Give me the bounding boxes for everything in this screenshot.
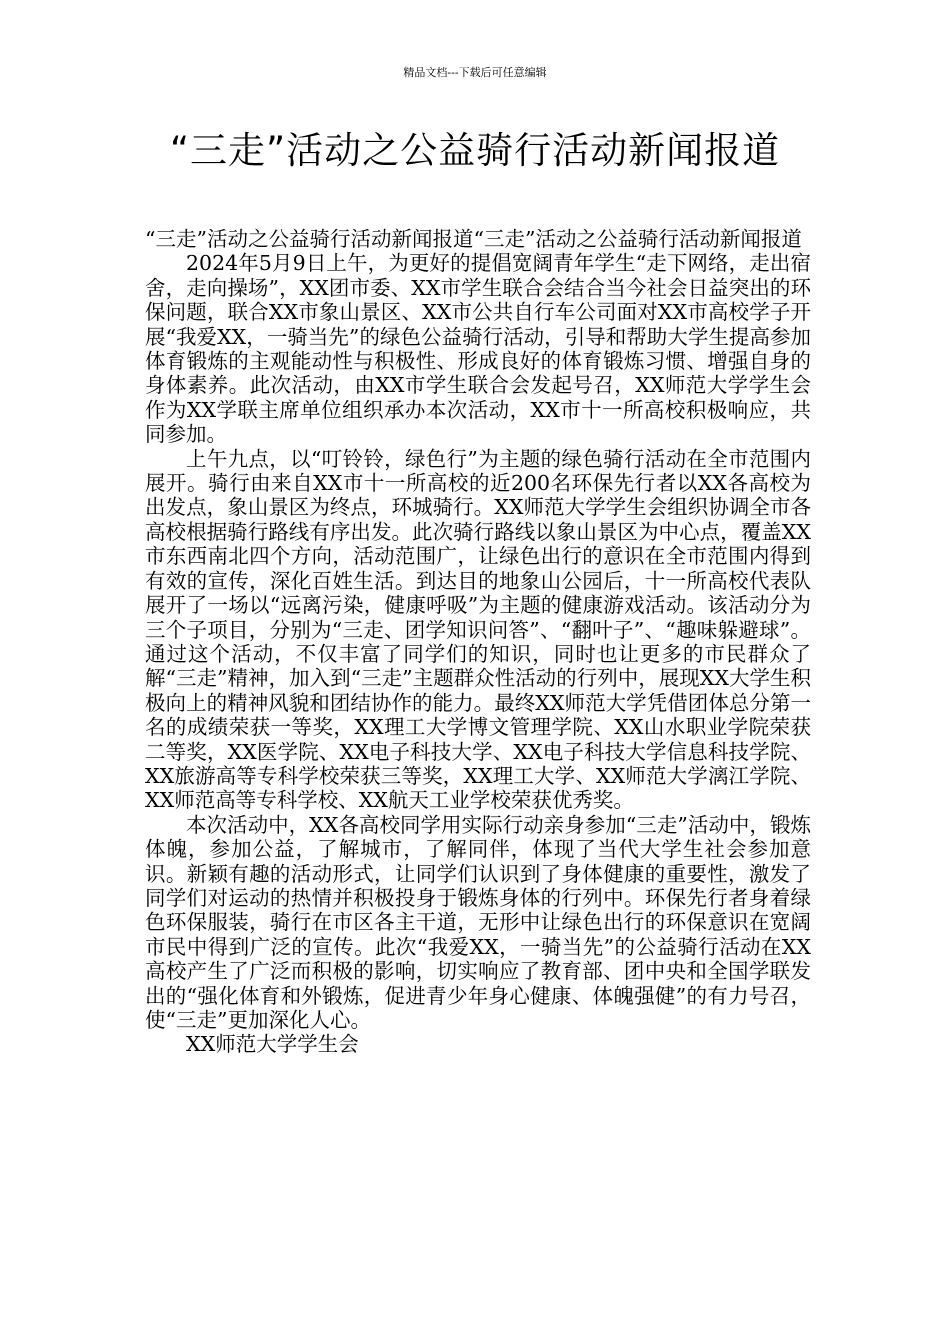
article-body (145, 227, 811, 1057)
paragraph-intro: 2024年5月9日上午，为更好的提倡宽阔青年学生“走下网络，走出宿舍，走向操场”，XX团市委、XX市学生联合会结合当今社会日益突出的环保问题，联合XX市象山景区、XX市公共自行车公司面对XX市高校学子开展“我爱XX，一骑当先”的绿色公益骑行活动，引导和帮助大学生提高参加体育锻炼的主观能动性与积极性、形成良好的体育锻炼习惯、增强自身的身体素养。此次活动，由XX市学生联合会发起号召，XX师范大学学生会作为XX学联主席单位组织承办本次活动，XX市十一所高校积极响应，共同参加。 (145, 251, 811, 447)
document-title: “三走”活动之公益骑行活动新闻报道 (169, 129, 781, 172)
paragraph-event: 上午九点，以“叮铃铃，绿色行”为主题的绿色骑行活动在全市范围内展开。骑行由来自XX市十一所高校的近200名环保先行者以XX各高校为出发点，象山景区为终点，环城骑行。XX师范大学学生会组织协调全市各高校根据骑行路线有序出发。此次骑行路线以象山景区为中心点，覆盖XX市东西南北四个方向，活动范围广，让绿色出行的意识在全市范围内得到有效的宣传，深化百姓生活。到达目的地象山公园后，十一所高校代表队展开了一场以“远离污染，健康呼吸”为主题的健康游戏活动。该活动分为三个子项目，分别为“三走、团学知识问答”、“翻叶子”、“趣味躲避球”。通过这个活动，不仅丰富了同学们的知识，同时也让更多的市民群众了解“三走”精神，加入到“三走”主题群众性活动的行列中，展现XX大学生积极向上的精神风貌和团结协作的能力。最终XX师范大学凭借团体总分第一名的成绩荣获一等奖，XX理工大学博文管理学院、XX山水职业学院荣获二等奖，XX医学院、XX电子科技大学、XX电子科技大学信息科技学院、XX旅游高等专科学校荣获三等奖，XX理工大学、XX师范大学漓江学院、XX师范高等专科学校、XX航天工业学校荣获优秀奖。 (145, 446, 811, 813)
signature-line: XX师范大学学生会 (186, 1032, 359, 1057)
lead-paragraph: “三走”活动之公益骑行活动新闻报道“三走”活动之公益骑行活动新闻报道 (145, 227, 802, 251)
paragraph-summary: 本次活动中，XX各高校同学用实际行动亲身参加“三走”活动中，锻炼体魄，参加公益，了解城市，了解同伴，体现了当代大学生社会参加意识。新颖有趣的活动形式，让同学们认识到了身体健康的重要性，激发了同学们对运动的热情并积极投身于锻炼身体的行列中。环保先行者身着绿色环保服装，骑行在市区各主干道，无形中让绿色出行的环保意识在宽阔市民中得到广泛的宣传。此次“我爱XX，一骑当先”的公益骑行活动在XX高校产生了广泛而积极的影响，切实响应了教育部、团中央和全国学联发出的“强化体育和外锻炼，促进青少年身心健康、体魄强健”的有力号召，使“三走”更加深化人心。 (145, 812, 811, 1032)
header-note: 精品文档---下载后可任意编辑 (403, 66, 547, 79)
